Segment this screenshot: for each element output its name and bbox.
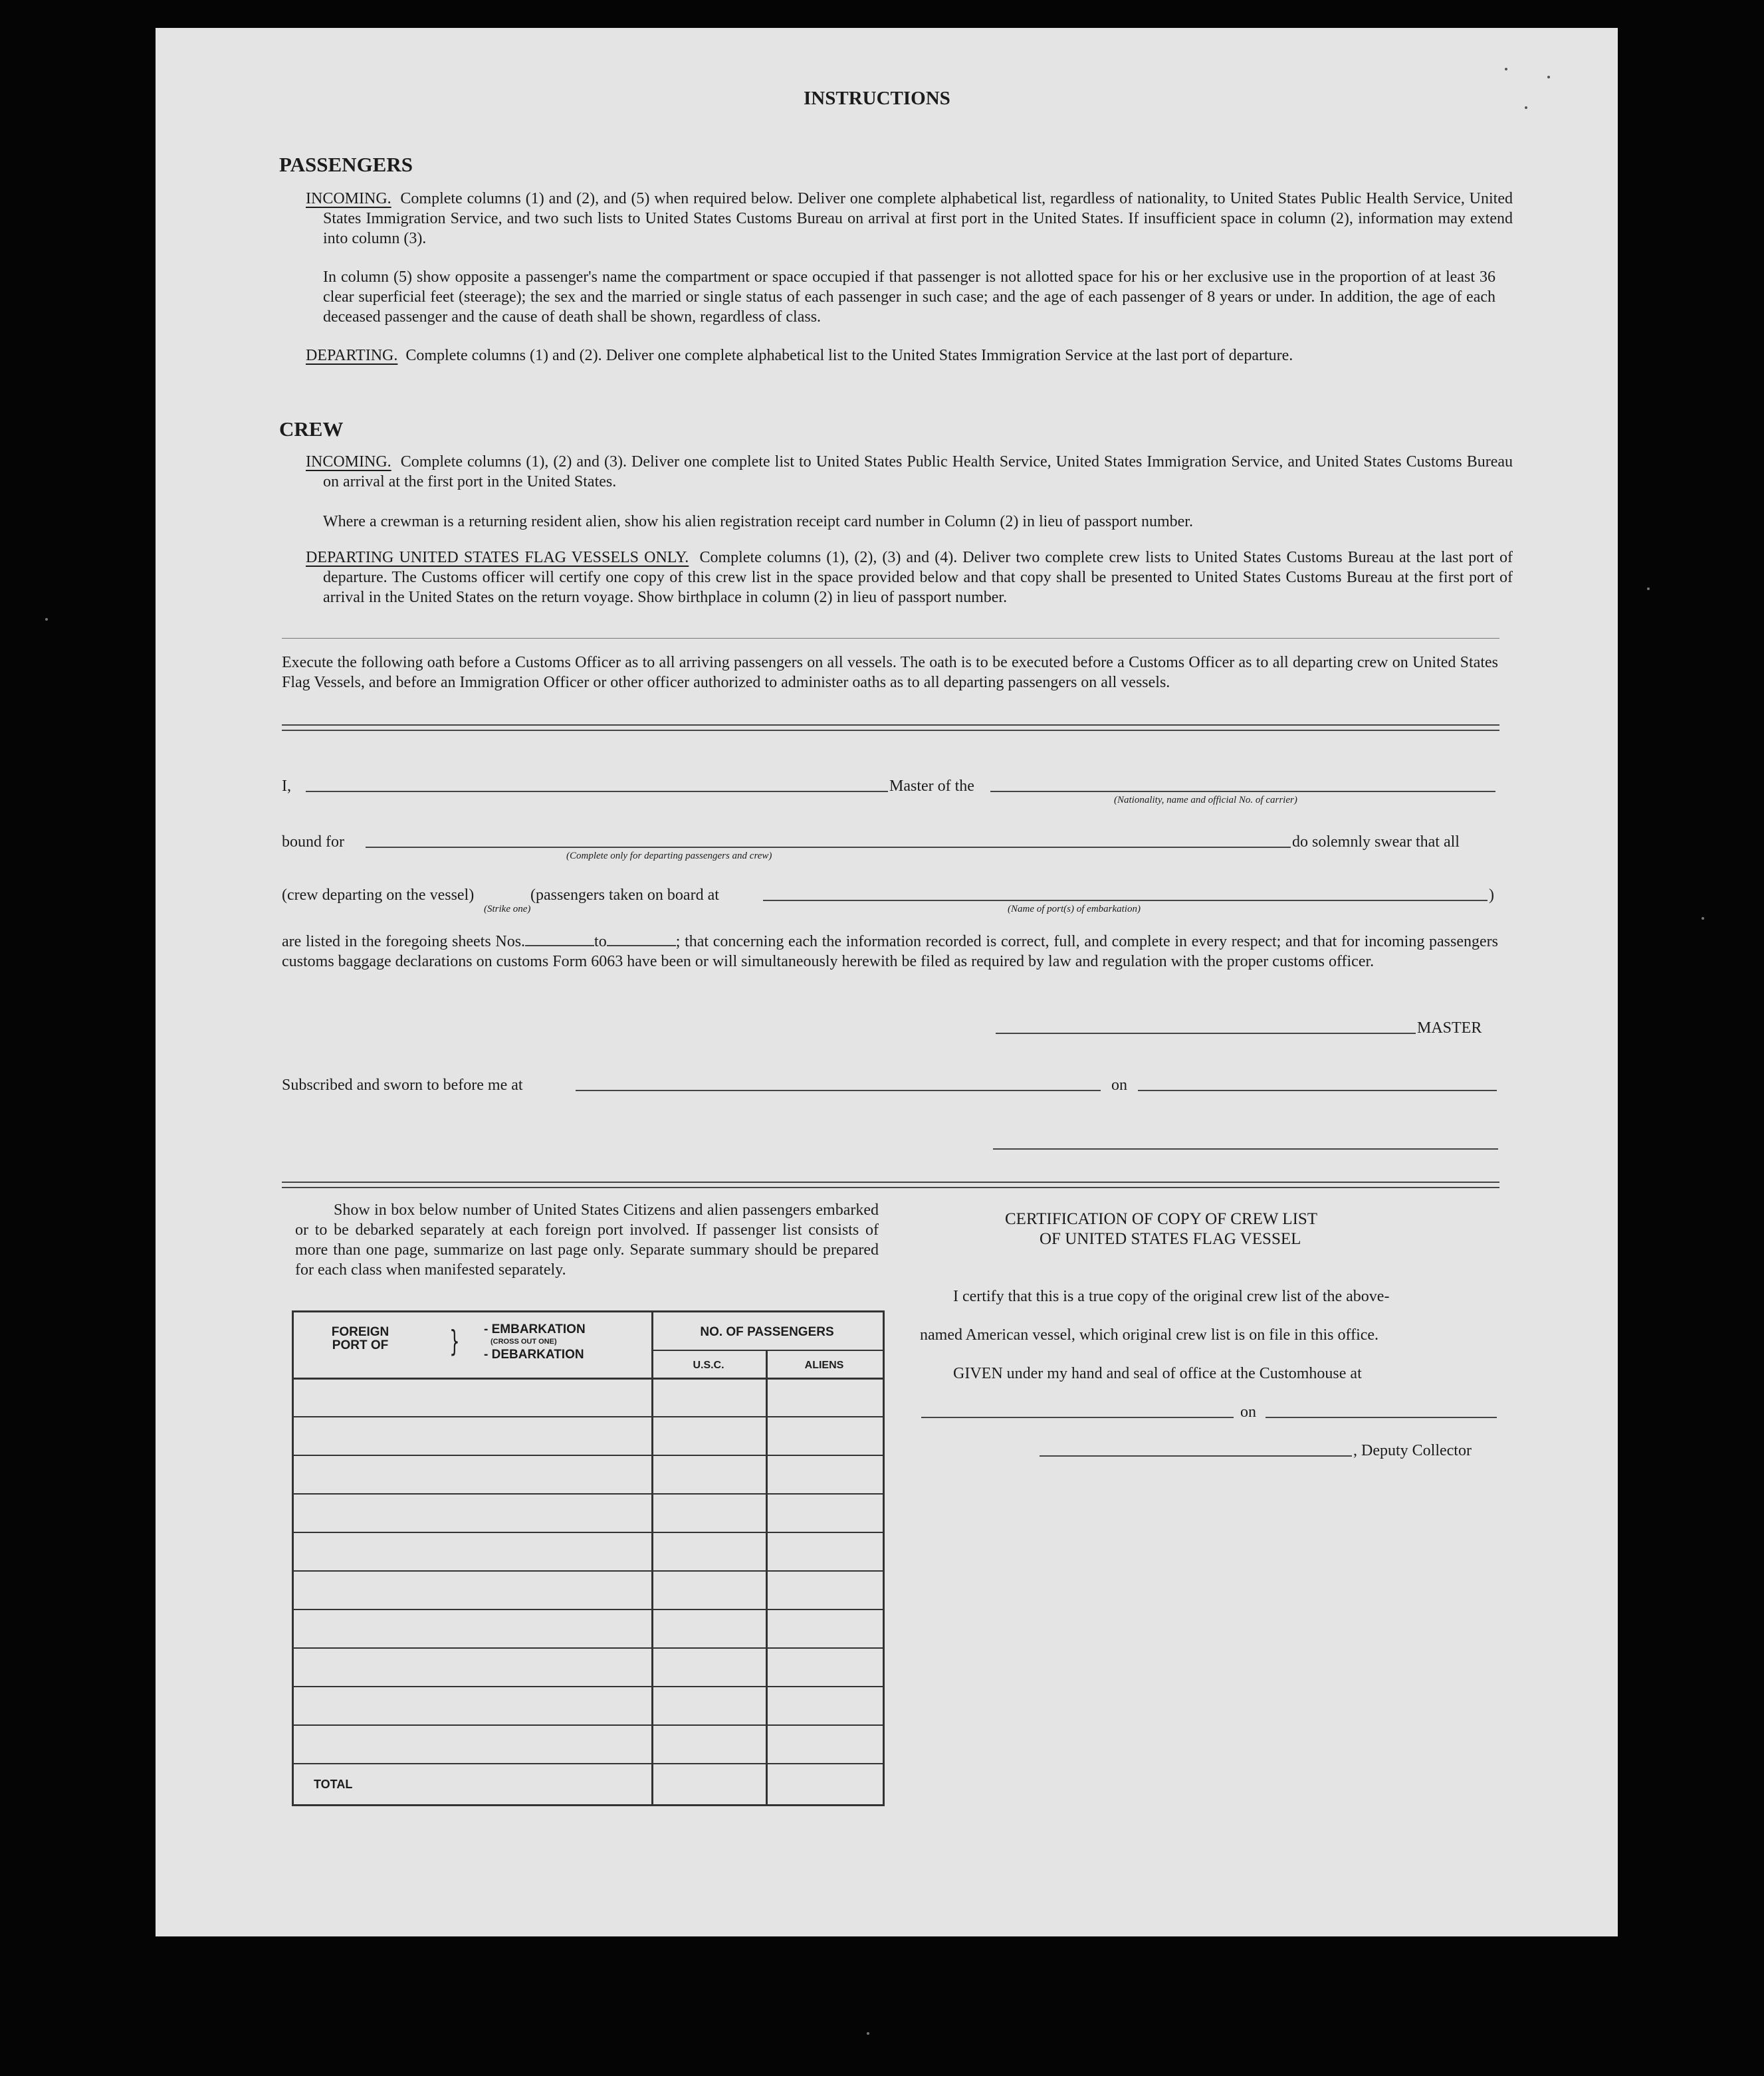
certification-title-line1: CERTIFICATION OF COPY OF CREW LIST [1005, 1210, 1318, 1228]
certify-line2: named American vessel, which original crew list is on file in this office. [920, 1326, 1379, 1344]
table-row-rule [294, 1570, 883, 1572]
certification-title-line2: OF UNITED STATES FLAG VESSEL [1040, 1230, 1301, 1248]
passengers-column5-paragraph: In column (5) show opposite a passenger's name the compartment or space occupied if that passenger is not allotted space for his or her exclusive use in the proportion of at least 36 clear superficial feet (steerage); the sex and the married or single status of each passenger in such case; and the age of each passenger of 8 years or under. In addition, the age of each deceased passenger and the cause of death shall be shown, regardless of class. [323, 268, 1495, 326]
table-row-rule [294, 1724, 883, 1726]
passengers-incoming-label: INCOMING. [306, 190, 391, 207]
bound-for-label: bound for [282, 833, 344, 851]
given-line: GIVEN under my hand and seal of office at the Customhouse at [953, 1365, 1362, 1382]
crew-incoming-label: INCOMING. [306, 453, 391, 470]
subscribed-date-field[interactable] [1138, 1090, 1497, 1091]
customhouse-field[interactable] [921, 1417, 1234, 1418]
table-divider [651, 1312, 653, 1804]
passengers-incoming-text: Complete columns (1) and (2), and (5) when required below. Deliver one complete alphabetical list, regardless of nationality, to United States Public Health Service, United States Immigration Service, and two such lists to United States Customs Bureau on arrival at first port in the United States. If insufficient space in column (2), information may extend into column (3). [323, 190, 1513, 247]
master-signature-field[interactable] [996, 1033, 1416, 1034]
passengers-taken-option[interactable]: (passengers taken on board at [530, 886, 719, 904]
crew-incoming-paragraph [306, 452, 1513, 492]
table-row-rule [294, 1493, 883, 1495]
oath-instruction: Execute the following oath before a Customs Officer as to all arriving passengers on all vessels. The oath is to be executed before a Customs Officer as to all departing crew on United States Flag Vessels, and before an Immigration Officer or other officer authorized to administer oaths as to all departing passengers on all vessels. [282, 654, 1498, 691]
scan-speck [45, 618, 48, 621]
scan-speck [1702, 917, 1704, 920]
cross-out-note: (CROSS OUT ONE) [491, 1338, 557, 1346]
strike-one-note: (Strike one) [484, 904, 531, 914]
sheets-from-field[interactable] [525, 932, 594, 946]
certification-on-label: on [1240, 1403, 1256, 1421]
debarkation-header: - DEBARKATION [484, 1348, 584, 1362]
table-row-rule [294, 1532, 883, 1533]
scan-speck [1505, 68, 1507, 70]
oath-i-label: I, [282, 778, 291, 795]
subscribed-place-field[interactable] [576, 1090, 1101, 1091]
deputy-collector-signature-field[interactable] [1040, 1455, 1352, 1457]
total-row-label: TOTAL [314, 1778, 353, 1791]
listed-prefix: are listed in the foregoing sheets Nos. [282, 933, 526, 950]
officer-signature-field[interactable] [993, 1148, 1498, 1150]
passengers-departing-label: DEPARTING. [306, 347, 398, 364]
crew-heading: CREW [279, 417, 344, 441]
crew-departing-text: Complete columns (1), (2), (3) and (4). Deliver two complete crew lists to United States Customs Bureau at the last port of departure. The Customs officer will certify one copy of this crew list in the space provided below and that copy shall be presented to United States Customs Bureau at the first port of arrival in the United States on the return voyage. Show birthplace in column (2) in lieu of passport number. [323, 549, 1513, 606]
certify-line1: I certify that this is a true copy of the original crew list of the above- [953, 1288, 1390, 1305]
name-of-ports-note: (Name of port(s) of embarkation) [1008, 904, 1141, 914]
divider [282, 638, 1499, 639]
listed-suffix: ; that concerning each the information recorded is correct, full, and complete in every respect; and that for incoming passengers customs baggage declarations on customs Form 6063 have been or will simultaneously herewith be filed as required by law and regulation with the proper customs officer. [282, 933, 1498, 970]
double-divider [282, 1182, 1499, 1188]
double-divider [282, 724, 1499, 731]
passengers-departing-paragraph [306, 346, 1513, 365]
page-title: INSTRUCTIONS [804, 88, 950, 109]
crew-resident-paragraph: Where a crewman is a returning resident alien, show his alien registration receipt card number in Column (2) in lieu of passport number. [323, 513, 1193, 530]
master-label: MASTER [1417, 1019, 1482, 1037]
solemnly-swear-label: do solemnly swear that all [1292, 833, 1460, 851]
form-page [156, 28, 1618, 1936]
table-row-rule [294, 1647, 883, 1649]
table-row-rule [294, 1455, 883, 1456]
crew-departing-paragraph [306, 548, 1513, 607]
master-name-field[interactable] [306, 791, 888, 792]
close-paren: ) [1489, 886, 1494, 904]
subscribed-on-label: on [1111, 1077, 1127, 1094]
carrier-field[interactable] [990, 791, 1495, 792]
crew-departing-option[interactable]: (crew departing on the vessel) [282, 886, 475, 904]
embarkation-ports-field[interactable] [763, 900, 1488, 901]
bound-for-field[interactable] [366, 847, 1291, 848]
table-row-rule [294, 1609, 883, 1610]
scan-speck [1647, 587, 1650, 590]
passengers-incoming-paragraph [306, 189, 1513, 249]
embarkation-header: - EMBARKATION [484, 1322, 586, 1336]
certification-date-field[interactable] [1266, 1417, 1497, 1418]
scan-speck [1547, 76, 1550, 78]
deputy-collector-label: , Deputy Collector [1353, 1442, 1472, 1459]
table-row-rule [294, 1686, 883, 1687]
passengers-heading: PASSENGERS [279, 153, 413, 176]
scan-speck [1525, 106, 1527, 109]
master-of-the-label: Master of the [889, 778, 974, 795]
aliens-header: ALIENS [804, 1360, 844, 1371]
crew-incoming-text: Complete columns (1), (2) and (3). Deliver one complete list to United States Public Health Service, United States Immigration Service, and United States Customs Bureau on arrival at the first port in the United States. [323, 453, 1513, 490]
brace-icon: } [449, 1324, 460, 1358]
usc-header: U.S.C. [693, 1360, 724, 1371]
header-bottom-rule [294, 1378, 883, 1380]
table-row-rule [294, 1416, 883, 1417]
oath-statement [282, 932, 1498, 972]
subscribed-label: Subscribed and sworn to before me at [282, 1077, 523, 1094]
sheets-to-field[interactable] [607, 932, 676, 946]
table-divider [651, 1350, 883, 1351]
table-row-rule [294, 1763, 883, 1764]
crew-departing-label: DEPARTING UNITED STATES FLAG VESSELS ONLY. [306, 549, 689, 566]
passengers-departing-text: Complete columns (1) and (2). Deliver one complete alphabetical list to the United States Immigration Service at the last port of departure. [405, 347, 1293, 364]
table-divider [766, 1350, 768, 1804]
foreign-port-header: FOREIGN PORT OF [331, 1325, 389, 1352]
scan-speck [867, 2032, 869, 2035]
complete-only-note: (Complete only for departing passengers and crew) [566, 851, 772, 861]
summary-instruction: Show in box below number of United States Citizens and alien passengers embarked or to be debarked separately at each foreign port involved. If passenger list consists of more than one page, summarize on last page only. Separate summary should be prepared for each class when manifested separately. [295, 1201, 879, 1279]
no-passengers-header: NO. OF PASSENGERS [700, 1325, 834, 1339]
passenger-summary-table [292, 1310, 885, 1806]
nationality-note: (Nationality, name and official No. of carrier) [1114, 795, 1297, 805]
to-label: to [594, 933, 607, 950]
